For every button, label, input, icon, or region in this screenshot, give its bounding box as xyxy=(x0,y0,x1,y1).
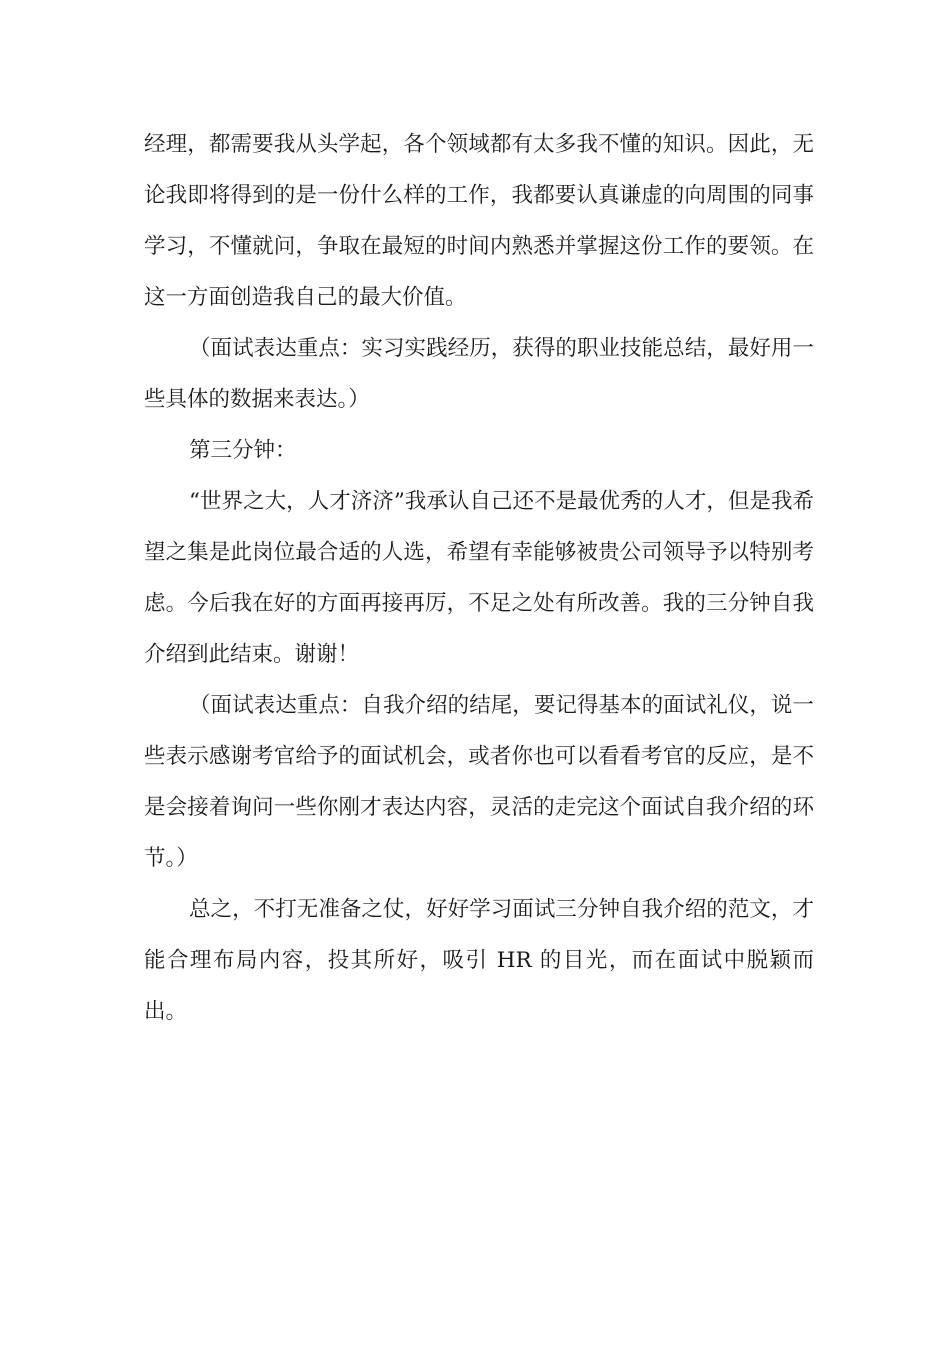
paragraph-continuation: 经理，都需要我从头学起，各个领域都有太多我不懂的知识。因此，无论我即将得到的是一份什么样的工作，我都要认真谦虚的向周围的同事学习，不懂就问，争取在最短的时间内熟悉并掌握这份工作的要领。在这一方面创造我自己的最大价值。 xyxy=(144,132,814,310)
paragraph-note-practice: （面试表达重点：实习实践经历，获得的职业技能总结，最好用一些具体的数据来表达。） xyxy=(144,336,814,412)
section-heading-third-minute: 第三分钟： xyxy=(189,438,297,463)
paragraph-note-closing: （面试表达重点：自我介绍的结尾，要记得基本的面试礼仪，说一些表示感谢考官给予的面试机会，或者你也可以看看考官的反应，是不是会接着询问一些你刚才表达内容，灵活的走完这个面试自我介绍的环节。） xyxy=(144,693,814,871)
paragraph-summary: 总之，不打无准备之仗，好好学习面试三分钟自我介绍的范文，才能合理布局内容，投其所好，吸引 HR 的目光，而在面试中脱颖而出。 xyxy=(144,897,814,1024)
document-body xyxy=(144,119,814,1037)
paragraph-closing-statement: “世界之大，人才济济”我承认自己还不是最优秀的人才，但是我希望之集是此岗位最合适的人选，希望有幸能够被贵公司领导予以特别考虑。今后我在好的方面再接再厉，不足之处有所改善。我的三分钟自我介绍到此结束。谢谢！ xyxy=(144,489,814,667)
